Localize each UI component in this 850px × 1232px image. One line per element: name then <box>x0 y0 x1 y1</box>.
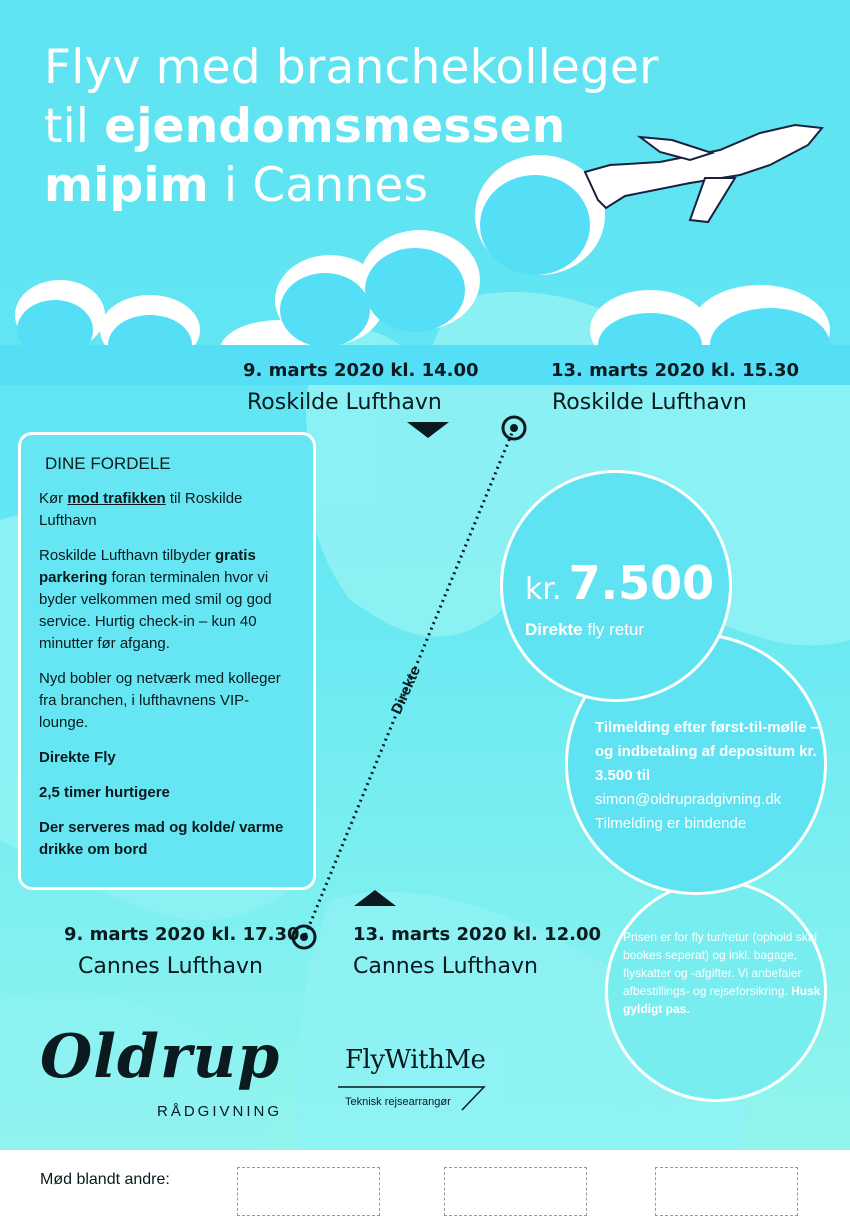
route-label: Direkte <box>388 663 425 717</box>
signup-bold: Tilmelding efter først-til-mølle – og indbetaling af depositum kr. 3.500 til <box>595 719 819 784</box>
partner-slot-3 <box>655 1167 798 1216</box>
benefits-box <box>18 432 316 890</box>
benefits-title: DINE FORDELE <box>45 454 171 473</box>
benefit-parking-a: Roskilde Lufthavn tilbyder <box>39 547 215 564</box>
return-departure-airport: Cannes Lufthavn <box>353 954 538 979</box>
price-sub-bold: Direkte <box>525 620 583 639</box>
benefit-direct: Direkte Fly <box>39 749 116 766</box>
headline-line3-suffix: i Cannes <box>208 158 429 213</box>
out-departure-airport: Roskilde Lufthavn <box>247 390 442 415</box>
oldrup-logo: Oldrup <box>40 1022 281 1092</box>
benefit-traffic-highlight: mod trafikken <box>67 490 166 507</box>
info-text <box>623 928 823 1018</box>
benefit-faster: 2,5 timer hurtigere <box>39 784 170 801</box>
flywithme-logo: FlyWithMe <box>345 1045 486 1075</box>
signup-email[interactable]: simon@oldrupradgivning.dk <box>595 791 782 808</box>
flywithme-logo-subtitle: Teknisk rejsearrangør <box>345 1096 451 1108</box>
headline-line2 <box>44 97 659 156</box>
benefit-traffic <box>39 488 297 532</box>
oldrup-logo-subtitle: RÅDGIVNING <box>157 1103 283 1120</box>
benefit-parking-bold: gratis parkering <box>39 547 256 586</box>
headline-line1: Flyv med branchekolleger <box>44 40 659 95</box>
price-amount: 7.500 <box>568 556 715 610</box>
out-arrival-datetime: 9. marts 2020 kl. 17.30 <box>64 924 300 945</box>
partner-slot-1 <box>237 1167 380 1216</box>
benefit-lounge: Nyd bobler og netværk med kolleger fra branchen, i lufthavnens VIP-lounge. <box>39 670 281 731</box>
benefit-parking-b: foran terminalen hvor vi byder velkommen med smil og god service. Hurtig check-in – kun 40 minutter før afgang. <box>39 569 272 652</box>
headline-event: ejendomsmessen <box>104 99 566 154</box>
price-currency: kr. <box>525 572 562 607</box>
headline-line3 <box>44 156 659 215</box>
benefit-traffic-b: til Roskilde Lufthavn <box>39 490 243 529</box>
signup-text <box>595 716 820 836</box>
headline-mipim: mipim <box>44 158 209 213</box>
meet-label: Mød blandt andre: <box>40 1171 170 1188</box>
out-departure-datetime: 9. marts 2020 kl. 14.00 <box>243 360 479 381</box>
headline <box>44 38 659 215</box>
price-subtitle <box>525 620 644 640</box>
return-departure-datetime: 13. marts 2020 kl. 12.00 <box>353 924 602 945</box>
partner-slot-2 <box>444 1167 587 1216</box>
headline-line2-prefix: til <box>44 99 105 154</box>
price <box>525 556 714 610</box>
benefit-parking <box>39 545 297 655</box>
info-body: Prisen er for fly tur/retur (ophold skal bookes seperat) og inkl. bagage, flyskatter og -afgifter. Vi anbefaler afbestillings- og rejseforsikring. <box>623 930 818 998</box>
out-arrival-airport: Cannes Lufthavn <box>78 954 263 979</box>
benefit-traffic-a: Kør <box>39 490 68 507</box>
return-arrival-airport: Roskilde Lufthavn <box>552 390 747 415</box>
return-arrival-datetime: 13. marts 2020 kl. 15.30 <box>551 360 800 381</box>
benefit-food: Der serveres mad og kolde/ varme drikke om bord <box>39 819 284 858</box>
info-passport: Husk gyldigt pas. <box>623 984 821 1016</box>
signup-binding: Tilmelding er bindende <box>595 815 747 832</box>
price-sub-rest: fly retur <box>582 620 645 639</box>
